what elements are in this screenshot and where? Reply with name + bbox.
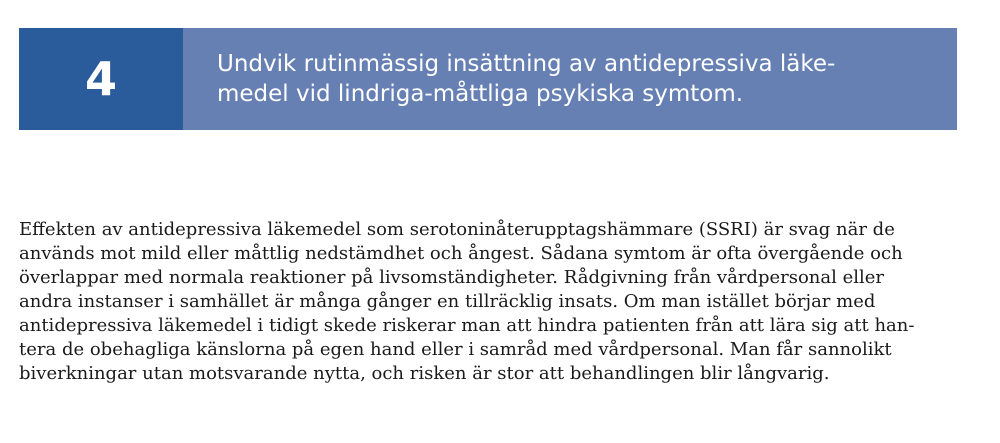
- recommendation-number-box: [19, 28, 183, 130]
- recommendation-title-line: medel vid lindriga-måttliga psykiska symtom.: [217, 81, 744, 107]
- recommendation-title-line: Undvik rutinmässig insättning av antidepressiva läke-: [217, 51, 836, 77]
- body-line: Effekten av antidepressiva läkemedel som serotoninåterupptagshämmare (SSRI) är svag när de: [19, 219, 895, 240]
- recommendation-banner: [19, 28, 957, 130]
- body-line: andra instanser i samhället är många gånger en tillräcklig insats. Om man istället börjar med: [19, 291, 876, 312]
- body-paragraph: [19, 218, 959, 386]
- recommendation-number: 4: [84, 52, 117, 106]
- recommendation-title: [183, 49, 835, 109]
- body-line: överlappar med normala reaktioner på livsomständigheter. Rådgivning från vårdpersonal eller: [19, 267, 885, 288]
- body-line: tera de obehagliga känslorna på egen hand eller i samråd med vårdpersonal. Man får sannolikt: [19, 339, 892, 360]
- body-line: används mot mild eller måttlig nedstämdhet och ångest. Sådana symtom är ofta övergående och: [19, 243, 903, 264]
- recommendation-title-box: [183, 28, 957, 130]
- body-line: biverkningar utan motsvarande nytta, och risken är stor att behandlingen blir långvarig.: [19, 363, 830, 384]
- body-line: antidepressiva läkemedel i tidigt skede riskerar man att hindra patienten från att lära sig att han-: [19, 315, 915, 336]
